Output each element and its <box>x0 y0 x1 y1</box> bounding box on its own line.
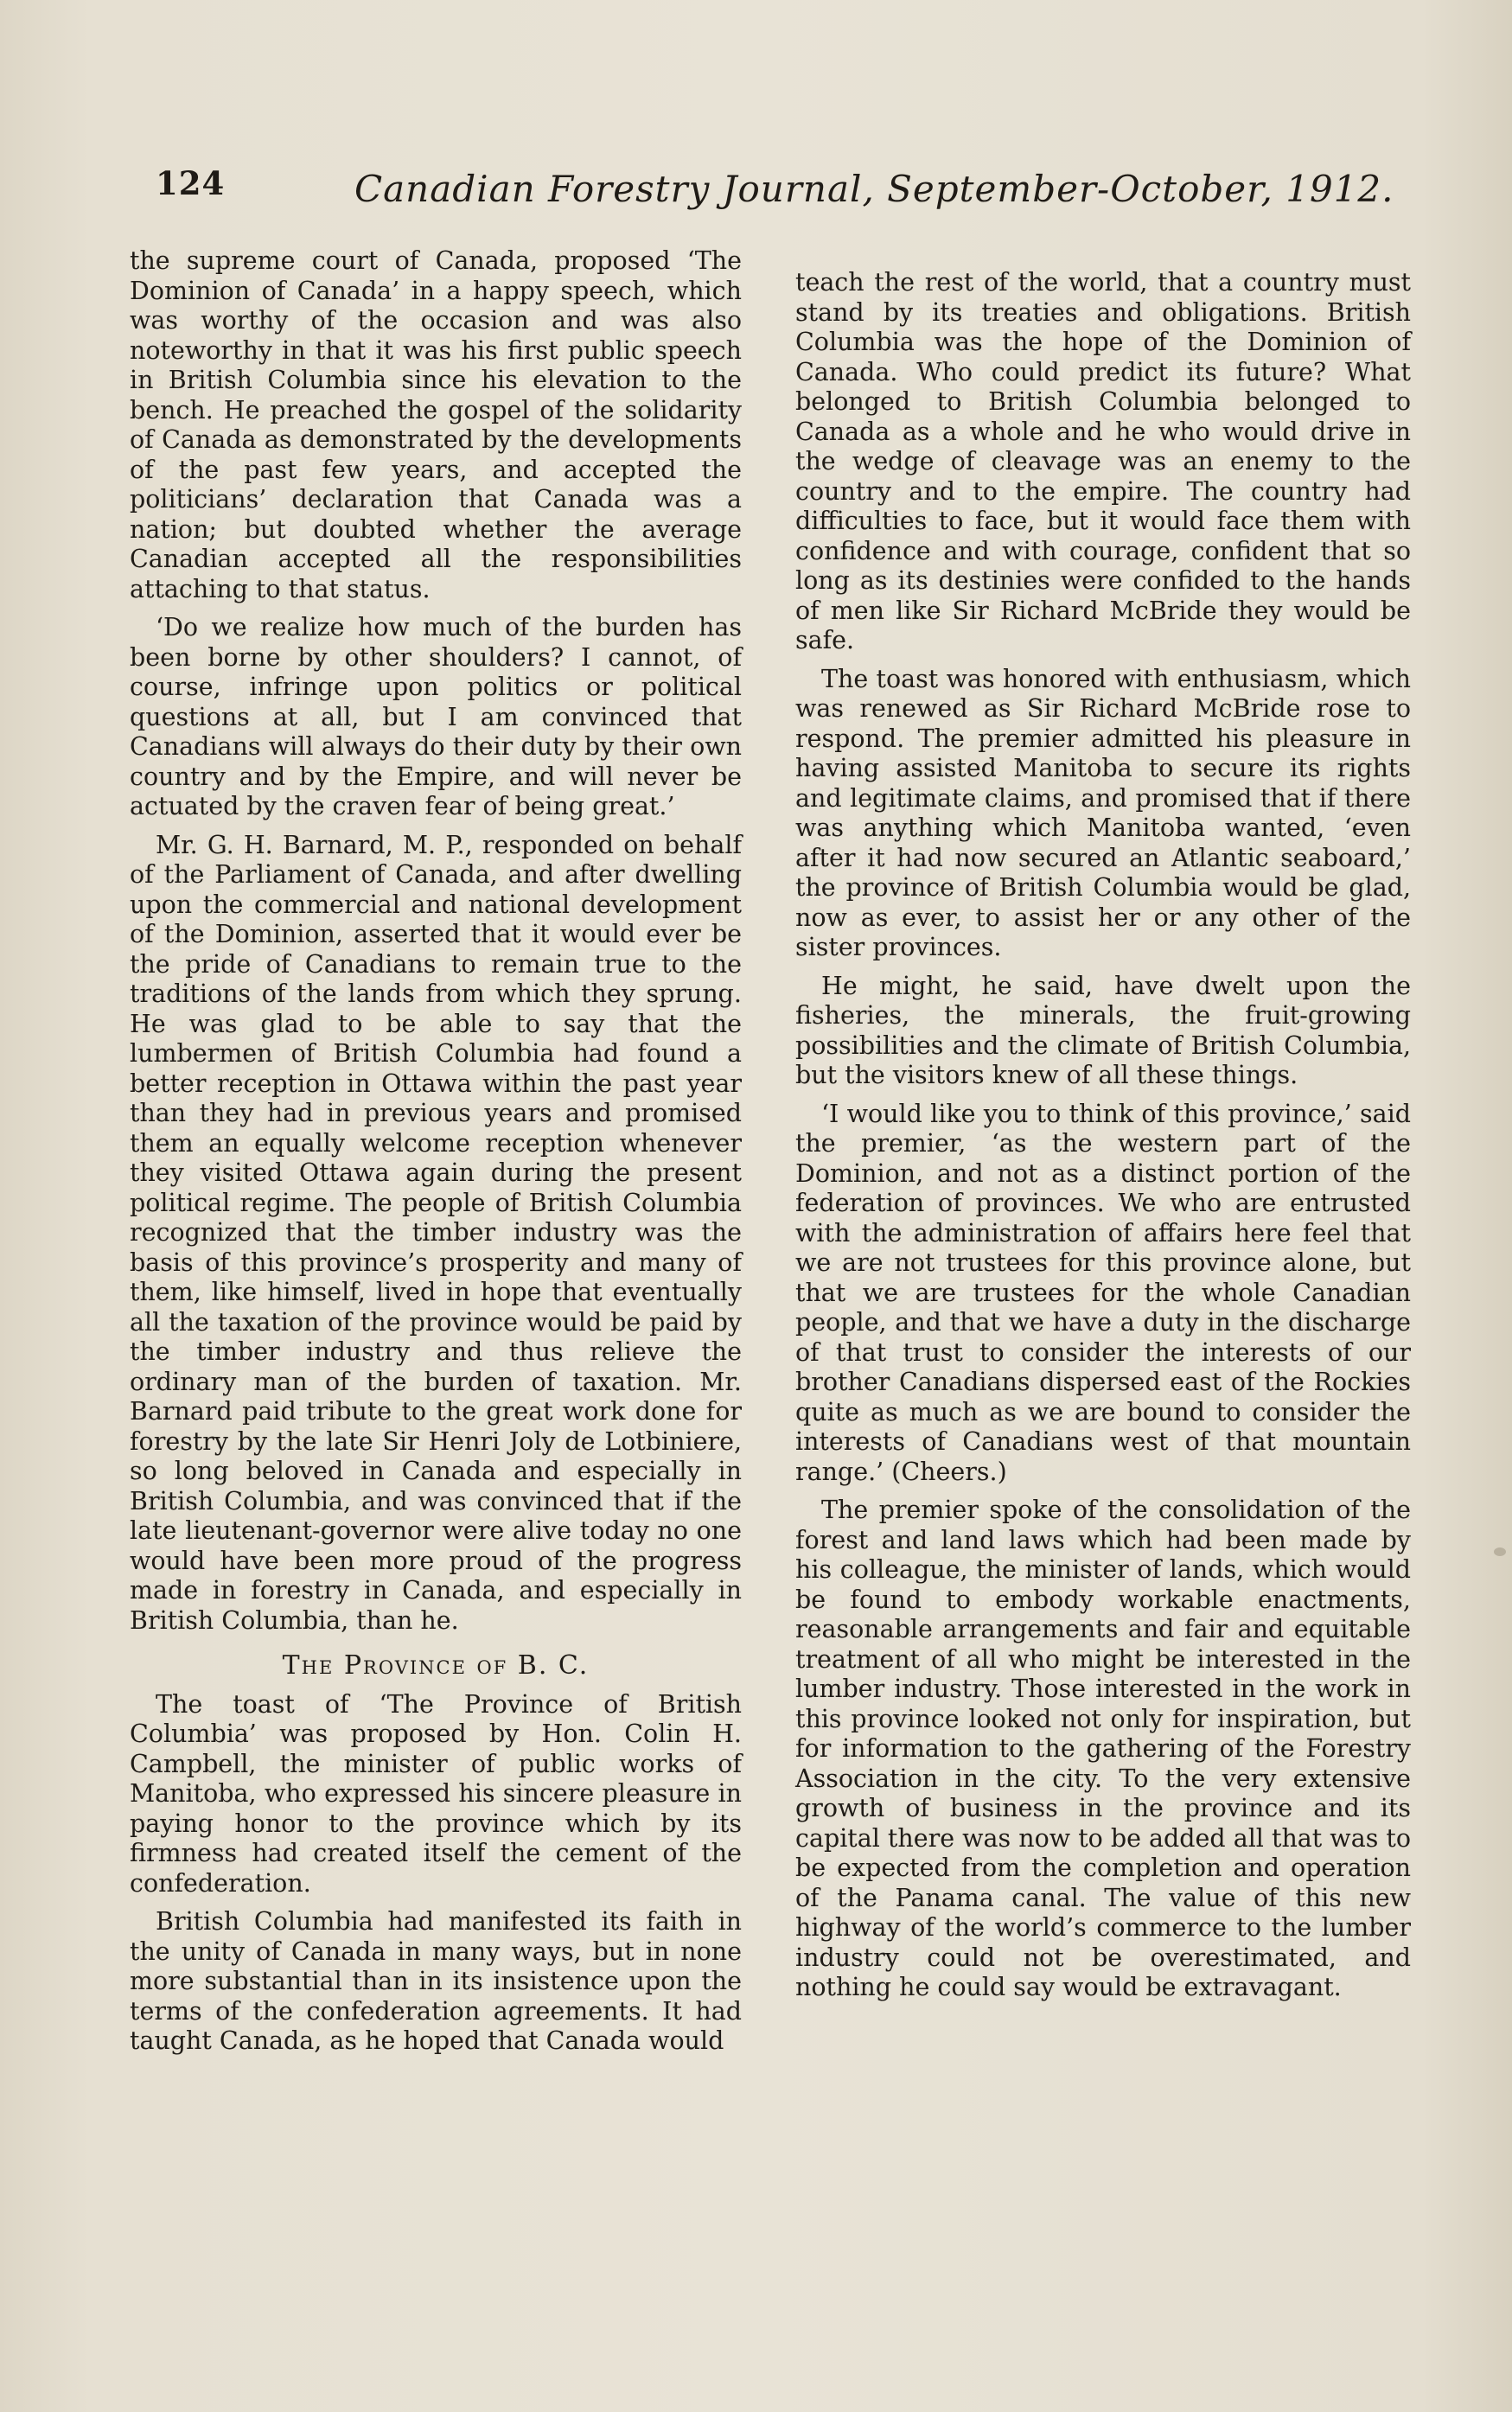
paragraph: British Columbia had manifested its faith in the unity of Canada in many ways, but in none more substantial than in its insistence upon the terms of the confederation agreements. It had taught Canada, as he hoped that Canada would <box>130 1907 742 2055</box>
paragraph: ‘I would like you to think of this province,’ said the premier, ‘as the western part of the Dominion, and not as a distinct portion of the federation of provinces. We who are entrusted with the administration of affairs here feel that we are not trustees for this province alone, but that we are trustees for the whole Canadian people, and that we have a duty in the discharge of that trust to consider the interests of our brother Canadians dispersed east of the Rockies quite as much as we are bound to consider the interests of Canadians west of that mountain range.’ (Cheers.) <box>795 1099 1411 1486</box>
running-title: Canadian Forestry Journal, September-October, 1912. <box>354 168 1394 210</box>
paragraph: The premier spoke of the consolidation of the forest and land laws which had been made by his colleague, the minister of lands, which would be found to embody workable enactments, reasonable arrangements and fair and equitable treatment of all who might be interested in the lumber industry. Those interested in the work in this province looked not only for inspiration, but for information to the gathering of the Forestry Association in the city. To the very extensive growth of business in the province and its capital there was now to be added all that was to be expected from the completion and operation of the Panama canal. The value of this new highway of the world’s commerce to the lumber industry could not be overestimated, and nothing he could say would be extravagant. <box>795 1496 1411 2001</box>
paragraph: Mr. G. H. Barnard, M. P., responded on behalf of the Parliament of Canada, and after dwelling upon the commercial and national development of the Dominion, asserted that it would ever be the pride of Canadians to remain true to the traditions of the lands from which they sprung. He was glad to be able to say that the lumbermen of British Columbia had found a better reception in Ottawa within the past year than they had in previous years and promised them an equally welcome reception whenever they visited Ottawa again during the present political regime. The people of British Columbia recognized that the timber industry was the basis of this province’s prosperity and many of them, like himself, lived in hope that eventually all the taxation of the province would be paid by the timber industry and thus relieve the ordinary man of the burden of taxation. Mr. Barnard paid tribute to the great work done for forestry by the late Sir Henri Joly de Lotbiniere, so long beloved in Canada and especially in British Columbia, and was convinced that if the late lieutenant-governor were alive today no one would have been more proud of the progress made in forestry in Canada, and especially in British Columbia, than he. <box>130 830 742 1635</box>
page-header <box>156 164 1394 225</box>
paragraph: He might, he said, have dwelt upon the fisheries, the minerals, the fruit-growing possibilities and the climate of British Columbia, but the visitors knew of all these things. <box>795 971 1411 1089</box>
paragraph: The toast was honored with enthusiasm, which was renewed as Sir Richard McBride rose to respond. The premier admitted his pleasure in having assisted Manitoba to secure its rights and legitimate claims, and promised that if there was anything which Manitoba wanted, ‘even after it had now secured an Atlantic seaboard,’ the province of British Columbia would be glad, now as ever, to assist her or any other of the sister provinces. <box>795 664 1411 961</box>
margin-ink-mark <box>1494 1547 1506 1556</box>
paragraph: the supreme court of Canada, proposed ‘The Dominion of Canada’ in a happy speech, which was worthy of the occasion and was also noteworthy in that it was his first public speech in British Columbia since his elevation to the bench. He preached the gospel of the solidarity of Canada as demonstrated by the developments of the past few years, and accepted the politicians’ declaration that Canada was a nation; but doubted whether the average Canadian accepted all the responsibilities attaching to that status. <box>130 246 742 603</box>
section-heading: The Province of B. C. <box>282 1650 590 1681</box>
paragraph: ‘Do we realize how much of the burden has been borne by other shoulders? I cannot, of course, infringe upon politics or political questions at all, but I am convinced that Canadians will always do their duty by their own country and by the Empire, and will never be actuated by the craven fear of being great.’ <box>130 613 742 820</box>
paragraph: The toast of ‘The Province of British Columbia’ was proposed by Hon. Colin H. Campbell, the minister of public works of Manitoba, who expressed his sincere pleasure in paying honor to the province which by its firmness had created itself the cement of the confederation. <box>130 1689 742 1898</box>
page-number: 124 <box>156 164 226 202</box>
left-column <box>130 246 742 2065</box>
paragraph: teach the rest of the world, that a country must stand by its treaties and obligations. British Columbia was the hope of the Dominion of Canada. Who could predict its future? What belonged to British Columbia belonged to Canada as a whole and he who would drive in the wedge of cleavage was an enemy to the country and to the empire. The country had difficulties to face, but it would face them with confidence and with courage, confident that so long as its destinies were confided to the hands of men like Sir Richard McBride they would be safe. <box>795 268 1411 654</box>
right-column <box>795 268 1411 2012</box>
